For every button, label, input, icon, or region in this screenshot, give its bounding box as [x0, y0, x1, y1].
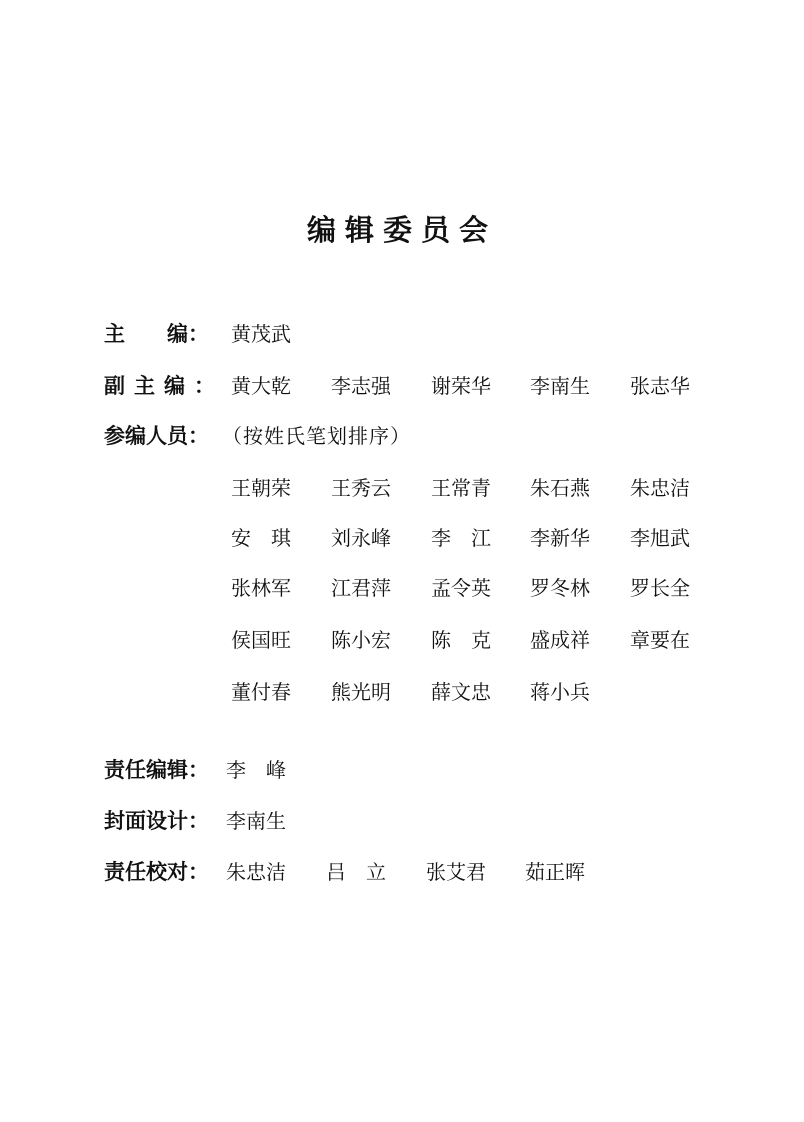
person-name: 陈 克	[431, 628, 491, 652]
person-name: 董付春	[231, 680, 291, 704]
person-name: 张志华	[630, 374, 690, 398]
person-name: 吕 立	[326, 860, 386, 884]
person-name: 朱忠洁	[630, 476, 690, 500]
person-name: 张林军	[231, 576, 291, 600]
person-name: 安 琪	[231, 526, 291, 550]
contributors-label: 参编人员：	[104, 424, 209, 448]
cover-design-label: 封面设计：	[104, 809, 209, 833]
person-name: 章要在	[630, 628, 690, 652]
person-name: 罗长全	[630, 576, 690, 600]
chief-editor-label: 主 编：	[104, 322, 209, 346]
responsible-editor-label: 责任编辑：	[104, 758, 209, 782]
person-name: 孟令英	[431, 576, 491, 600]
sort-note: （按姓氏笔划排序）	[222, 424, 411, 448]
person-name: 李 峰	[226, 758, 286, 782]
proofreaders-label: 责任校对：	[104, 860, 209, 884]
person-name: 江君萍	[331, 576, 391, 600]
person-name: 刘永峰	[331, 526, 391, 550]
person-name: 王常青	[431, 476, 491, 500]
person-name: 张艾君	[426, 860, 486, 884]
person-name: 罗冬林	[530, 576, 590, 600]
person-name: 李南生	[226, 809, 286, 833]
person-name: 茹正晖	[525, 860, 585, 884]
person-name: 朱忠洁	[226, 860, 286, 884]
person-name: 盛成祥	[530, 628, 590, 652]
person-name: 蒋小兵	[530, 680, 590, 704]
person-name: 黄大乾	[231, 374, 291, 398]
person-name: 朱石燕	[530, 476, 590, 500]
person-name: 陈小宏	[331, 628, 391, 652]
person-name: 薛文忠	[431, 680, 491, 704]
person-name: 李志强	[331, 374, 391, 398]
person-name: 熊光明	[331, 680, 391, 704]
person-name: 李 江	[431, 526, 491, 550]
deputy-editors-label	[104, 368, 229, 404]
person-name: 王朝荣	[231, 476, 291, 500]
person-name: 李新华	[530, 526, 590, 550]
person-name: 王秀云	[331, 476, 391, 500]
person-name: 李南生	[530, 374, 590, 398]
person-name: 侯国旺	[231, 628, 291, 652]
person-name: 黄茂武	[231, 322, 291, 346]
person-name: 李旭武	[630, 526, 690, 550]
deputy-editors-label-text: 副主编：	[104, 374, 224, 398]
person-name: 谢荣华	[431, 374, 491, 398]
page-title: 编辑委员会	[306, 213, 497, 247]
